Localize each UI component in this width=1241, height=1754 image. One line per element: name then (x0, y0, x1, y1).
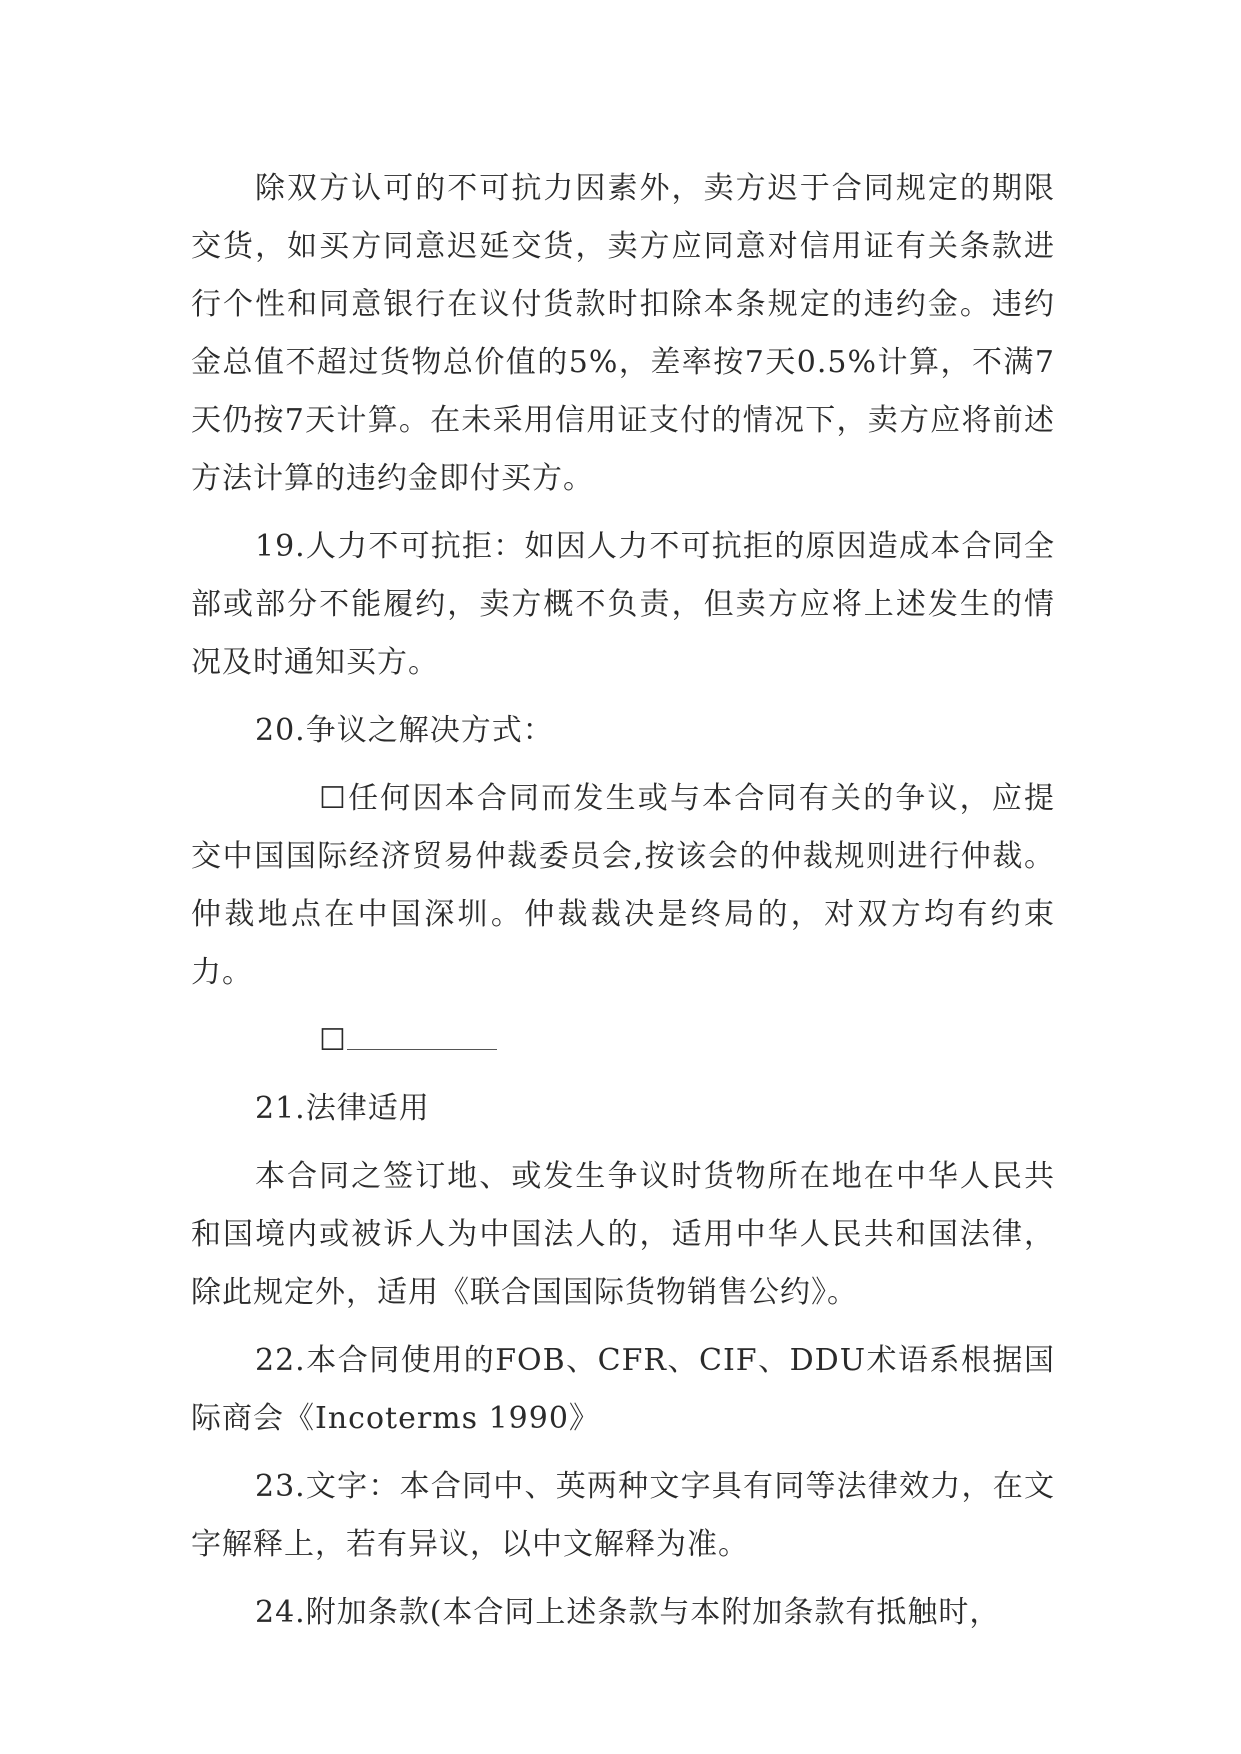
other-option-blank-field[interactable] (347, 1025, 497, 1050)
paragraph-incoterms: 22.本合同使用的FOB、CFR、CIF、DDU术语系根据国际商会《Incoterms 1990》 (191, 1343, 1055, 1436)
paragraph-applicable-law-heading: 21.法律适用 (255, 1091, 430, 1126)
paragraph-additional-clauses: 24.附加条款(本合同上述条款与本附加条款有抵触时， (255, 1595, 1001, 1630)
paragraph-other-option (191, 1012, 1055, 1070)
paragraph-applicable-law: 本合同之签订地、或发生争议时货物所在地在中华人民共和国境内或被诉人为中国法人的，适用中华人民共和国法律，除此规定外，适用《联合国国际货物销售公约》。 (191, 1159, 1055, 1310)
arbitration-text: 任何因本合同而发生或与本合同有关的争议，应提交中国国际经济贸易仲裁委员会,按该会的仲裁规则进行仲裁。仲裁地点在中国深圳。仲裁裁决是终局的，对双方均有约束力。 (191, 781, 1055, 990)
paragraph-language: 23.文字：本合同中、英两种文字具有同等法律效力，在文字解释上，若有异议，以中文解释为准。 (191, 1469, 1055, 1562)
document-body (191, 160, 1055, 1652)
paragraph-arbitration-option (191, 770, 1055, 1002)
paragraph-force-majeure: 19.人力不可抗拒：如因人力不可抗拒的原因造成本合同全部或部分不能履约，卖方概不负责，但卖方应将上述发生的情况及时通知买方。 (191, 529, 1055, 680)
other-option-checkbox[interactable]: ☐ (319, 1023, 347, 1058)
paragraph-late-delivery: 除双方认可的不可抗力因素外，卖方迟于合同规定的期限交货，如买方同意迟延交货，卖方应同意对信用证有关条款进行个性和同意银行在议付货款时扣除本条规定的违约金。违约金总值不超过货物总价值的5%，差率按7天0.5%计算，不满7天仍按7天计算。在未采用信用证支付的情况下，卖方应将前述方法计算的违约金即付买方。 (191, 171, 1055, 496)
arbitration-checkbox[interactable]: ☐ (319, 781, 347, 816)
paragraph-dispute-heading: 20.争议之解决方式： (255, 713, 554, 748)
